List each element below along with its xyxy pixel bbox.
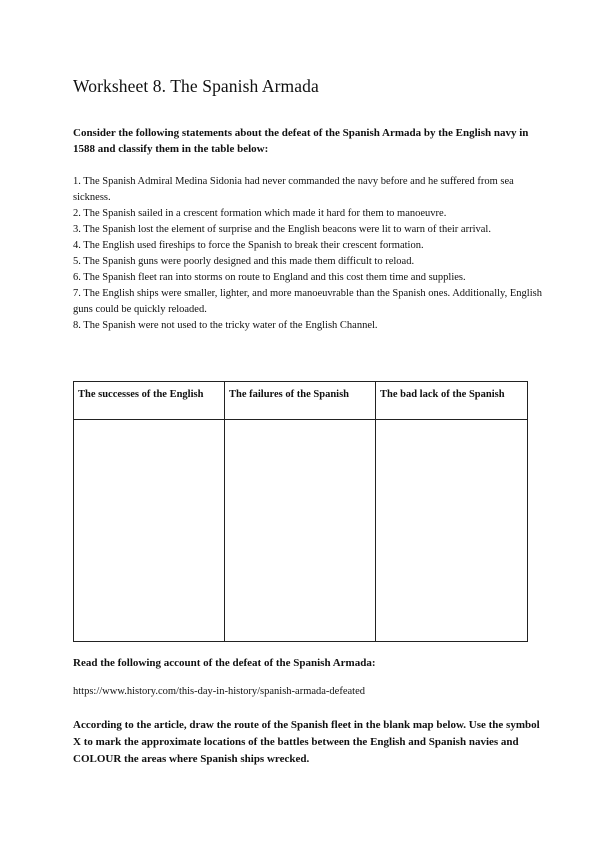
header-spanish-bad-luck: The bad lack of the Spanish: [376, 382, 528, 420]
answer-cell-english-successes[interactable]: [74, 420, 225, 642]
statement-list: [73, 174, 543, 334]
table-row: [74, 420, 528, 642]
page-title: Worksheet 8. The Spanish Armada: [73, 76, 319, 96]
statement-item: 6. The Spanish fleet ran into storms on route to England and this cost them time and supplies.: [73, 272, 466, 283]
map-instructions: According to the article, draw the route of the Spanish fleet in the blank map below. Use the symbol X to mark the approximate locations of the battles between the English and Spanish navies and COLOUR the areas where Spanish ships wrecked.: [73, 719, 540, 765]
answer-cell-spanish-failures[interactable]: [225, 420, 376, 642]
header-spanish-failures: The failures of the Spanish: [225, 382, 376, 420]
statement-item: 4. The English used fireships to force the Spanish to break their crescent formation.: [73, 240, 424, 251]
statement-item: 8. The Spanish were not used to the tricky water of the English Channel.: [73, 320, 378, 331]
statement-item: 5. The Spanish guns were poorly designed and this made them difficult to reload.: [73, 256, 415, 267]
statement-item: 2. The Spanish sailed in a crescent formation which made it hard for them to manoeuvre.: [73, 208, 447, 219]
classification-table: [73, 381, 528, 642]
statement-item: 3. The Spanish lost the element of surprise and the English beacons were lit to warn of their arrival.: [73, 224, 491, 235]
read-prompt: Read the following account of the defeat of the Spanish Armada:: [73, 657, 376, 669]
statement-item: 1. The Spanish Admiral Medina Sidonia had never commanded the navy before and he suffered from sea sickness.: [73, 176, 514, 203]
table-header-row: [74, 382, 528, 420]
article-link[interactable]: https://www.history.com/this-day-in-history/spanish-armada-defeated: [73, 686, 365, 697]
header-english-successes: The successes of the English: [74, 382, 225, 420]
statement-item: 7. The English ships were smaller, lighter, and more manoeuvrable than the Spanish ones. Additionally, English guns could be quickly reloaded.: [73, 288, 542, 315]
answer-cell-spanish-bad-luck[interactable]: [376, 420, 528, 642]
intro-instructions: Consider the following statements about the defeat of the Spanish Armada by the English navy in 1588 and classify them in the table below:: [73, 127, 529, 155]
